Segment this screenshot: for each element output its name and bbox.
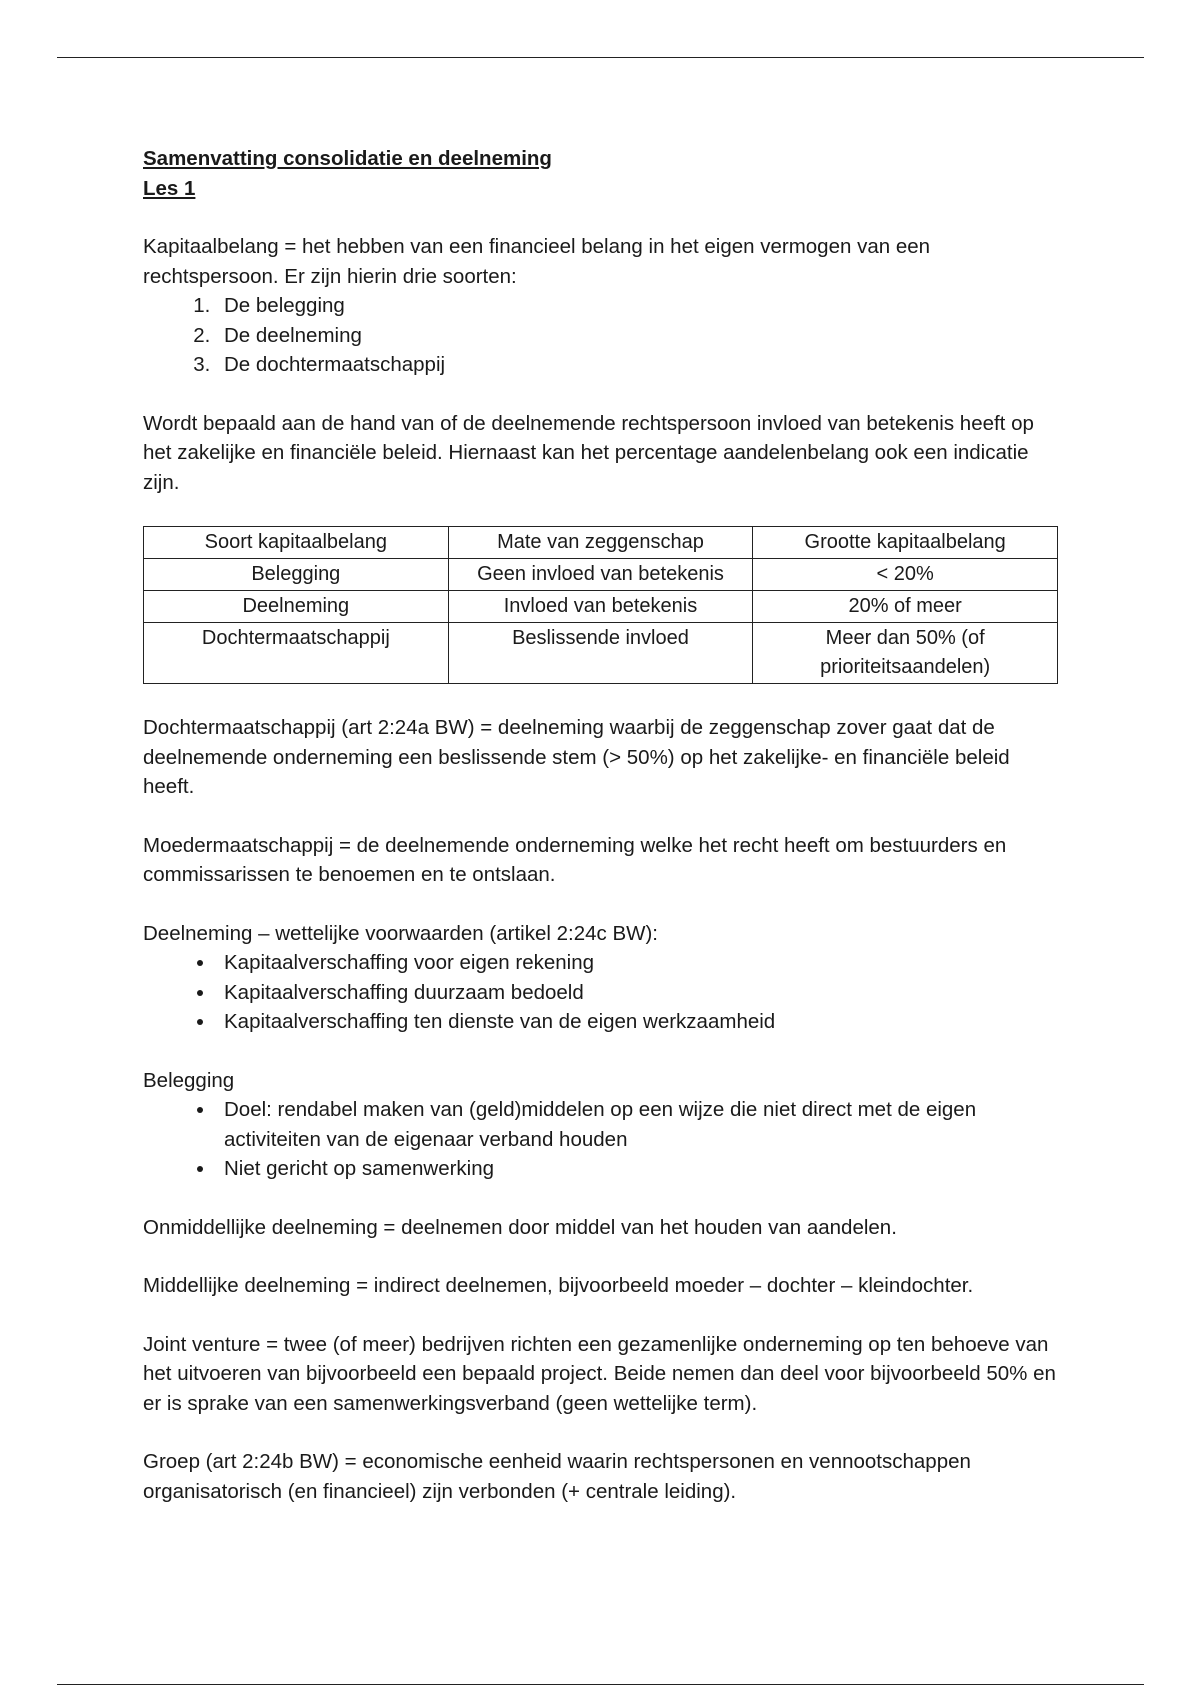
list-item: • Kapitaalverschaffing voor eigen rekening <box>216 948 1063 978</box>
dochtermaatschappij-paragraph: Dochtermaatschappij (art 2:24a BW) = deelneming waarbij de zeggenschap zover gaat dat de deelnemende onderneming een beslissende stem (> 50%) op het zakelijke- en financiële beleid heeft. <box>143 716 1010 798</box>
table-cell: Meer dan 50% (of prioriteitsaandelen) <box>753 623 1058 684</box>
table-row <box>144 591 1058 623</box>
table-header-cell: Soort kapitaalbelang <box>144 527 449 559</box>
groep-paragraph: Groep (art 2:24b BW) = economische eenheid waarin rechtspersonen en vennootschappen organisatorisch (en financieel) zijn verbonden (+ centrale leiding). <box>143 1450 971 1503</box>
bepaling-paragraph: Wordt bepaald aan de hand van of de deelnemende rechtspersoon invloed van betekenis heeft op het zakelijke en financiële beleid. Hiernaast kan het percentage aandelenbelang ook een indicatie zijn. <box>143 411 1034 494</box>
table-cell: Deelneming <box>144 591 449 623</box>
table-cell: Invloed van betekenis <box>448 591 753 623</box>
list-item: 1. De belegging <box>216 291 1063 321</box>
list-item: • Niet gericht op samenwerking <box>216 1154 1063 1184</box>
onmiddellijke-deelneming-paragraph: Onmiddellijke deelneming = deelnemen door middel van het houden van aandelen. <box>143 1215 897 1239</box>
middellijke-deelneming-paragraph: Middellijke deelneming = indirect deelnemen, bijvoorbeeld moeder – dochter – kleindochter. <box>143 1274 974 1297</box>
list-item: 2. De deelneming <box>216 321 1063 351</box>
kapitaalbelang-types-list <box>143 291 1063 380</box>
table-cell: Geen invloed van betekenis <box>448 559 753 591</box>
table-row <box>144 559 1058 591</box>
table-cell: < 20% <box>753 559 1058 591</box>
table-row <box>144 623 1058 684</box>
table-header-cell: Mate van zeggenschap <box>448 527 753 559</box>
deelneming-conditions-list <box>143 948 1063 1037</box>
table-header-row <box>144 527 1058 559</box>
document-subtitle: Les 1 <box>143 176 196 200</box>
kapitaalbelang-intro: Kapitaalbelang = het hebben van een financieel belang in het eigen vermogen van een rechtspersoon. Er zijn hierin drie soorten: <box>143 235 931 288</box>
list-item: • Kapitaalverschaffing duurzaam bedoeld <box>216 978 1063 1008</box>
bottom-rule <box>57 1684 1144 1685</box>
table-cell: Belegging <box>144 559 449 591</box>
moedermaatschappij-paragraph: Moedermaatschappij = de deelnemende onderneming welke het recht heeft om bestuurders en commissarissen te benoemen en te ontslaan. <box>143 833 1007 886</box>
document-title: Samenvatting consolidatie en deelneming <box>143 147 552 170</box>
deelneming-heading: Deelneming – wettelijke voorwaarden (artikel 2:24c BW): <box>143 921 659 945</box>
list-item: 3. De dochtermaatschappij <box>216 350 1063 380</box>
belegging-heading: Belegging <box>143 1068 235 1092</box>
document-body <box>143 144 1063 1506</box>
kapitaalbelang-table <box>143 526 1058 684</box>
table-header-cell: Grootte kapitaalbelang <box>753 527 1058 559</box>
table-cell: 20% of meer <box>753 591 1058 623</box>
joint-venture-paragraph: Joint venture = twee (of meer) bedrijven richten een gezamenlijke onderneming op ten behoeve van het uitvoeren van bijvoorbeeld een bepaald project. Beide nemen dan deel voor bijvoorbeeld 50% en er is sprake van een samenwerkingsverband (geen wettelijke term). <box>143 1332 1056 1415</box>
list-item: • Doel: rendabel maken van (geld)middelen op een wijze die niet direct met de eigen activiteiten van de eigenaar verband houden <box>216 1095 1063 1154</box>
top-rule <box>57 57 1144 58</box>
list-item: • Kapitaalverschaffing ten dienste van de eigen werkzaamheid <box>216 1007 1063 1037</box>
table-cell: Dochtermaatschappij <box>144 623 449 684</box>
table-cell: Beslissende invloed <box>448 623 753 684</box>
belegging-list <box>143 1095 1063 1184</box>
